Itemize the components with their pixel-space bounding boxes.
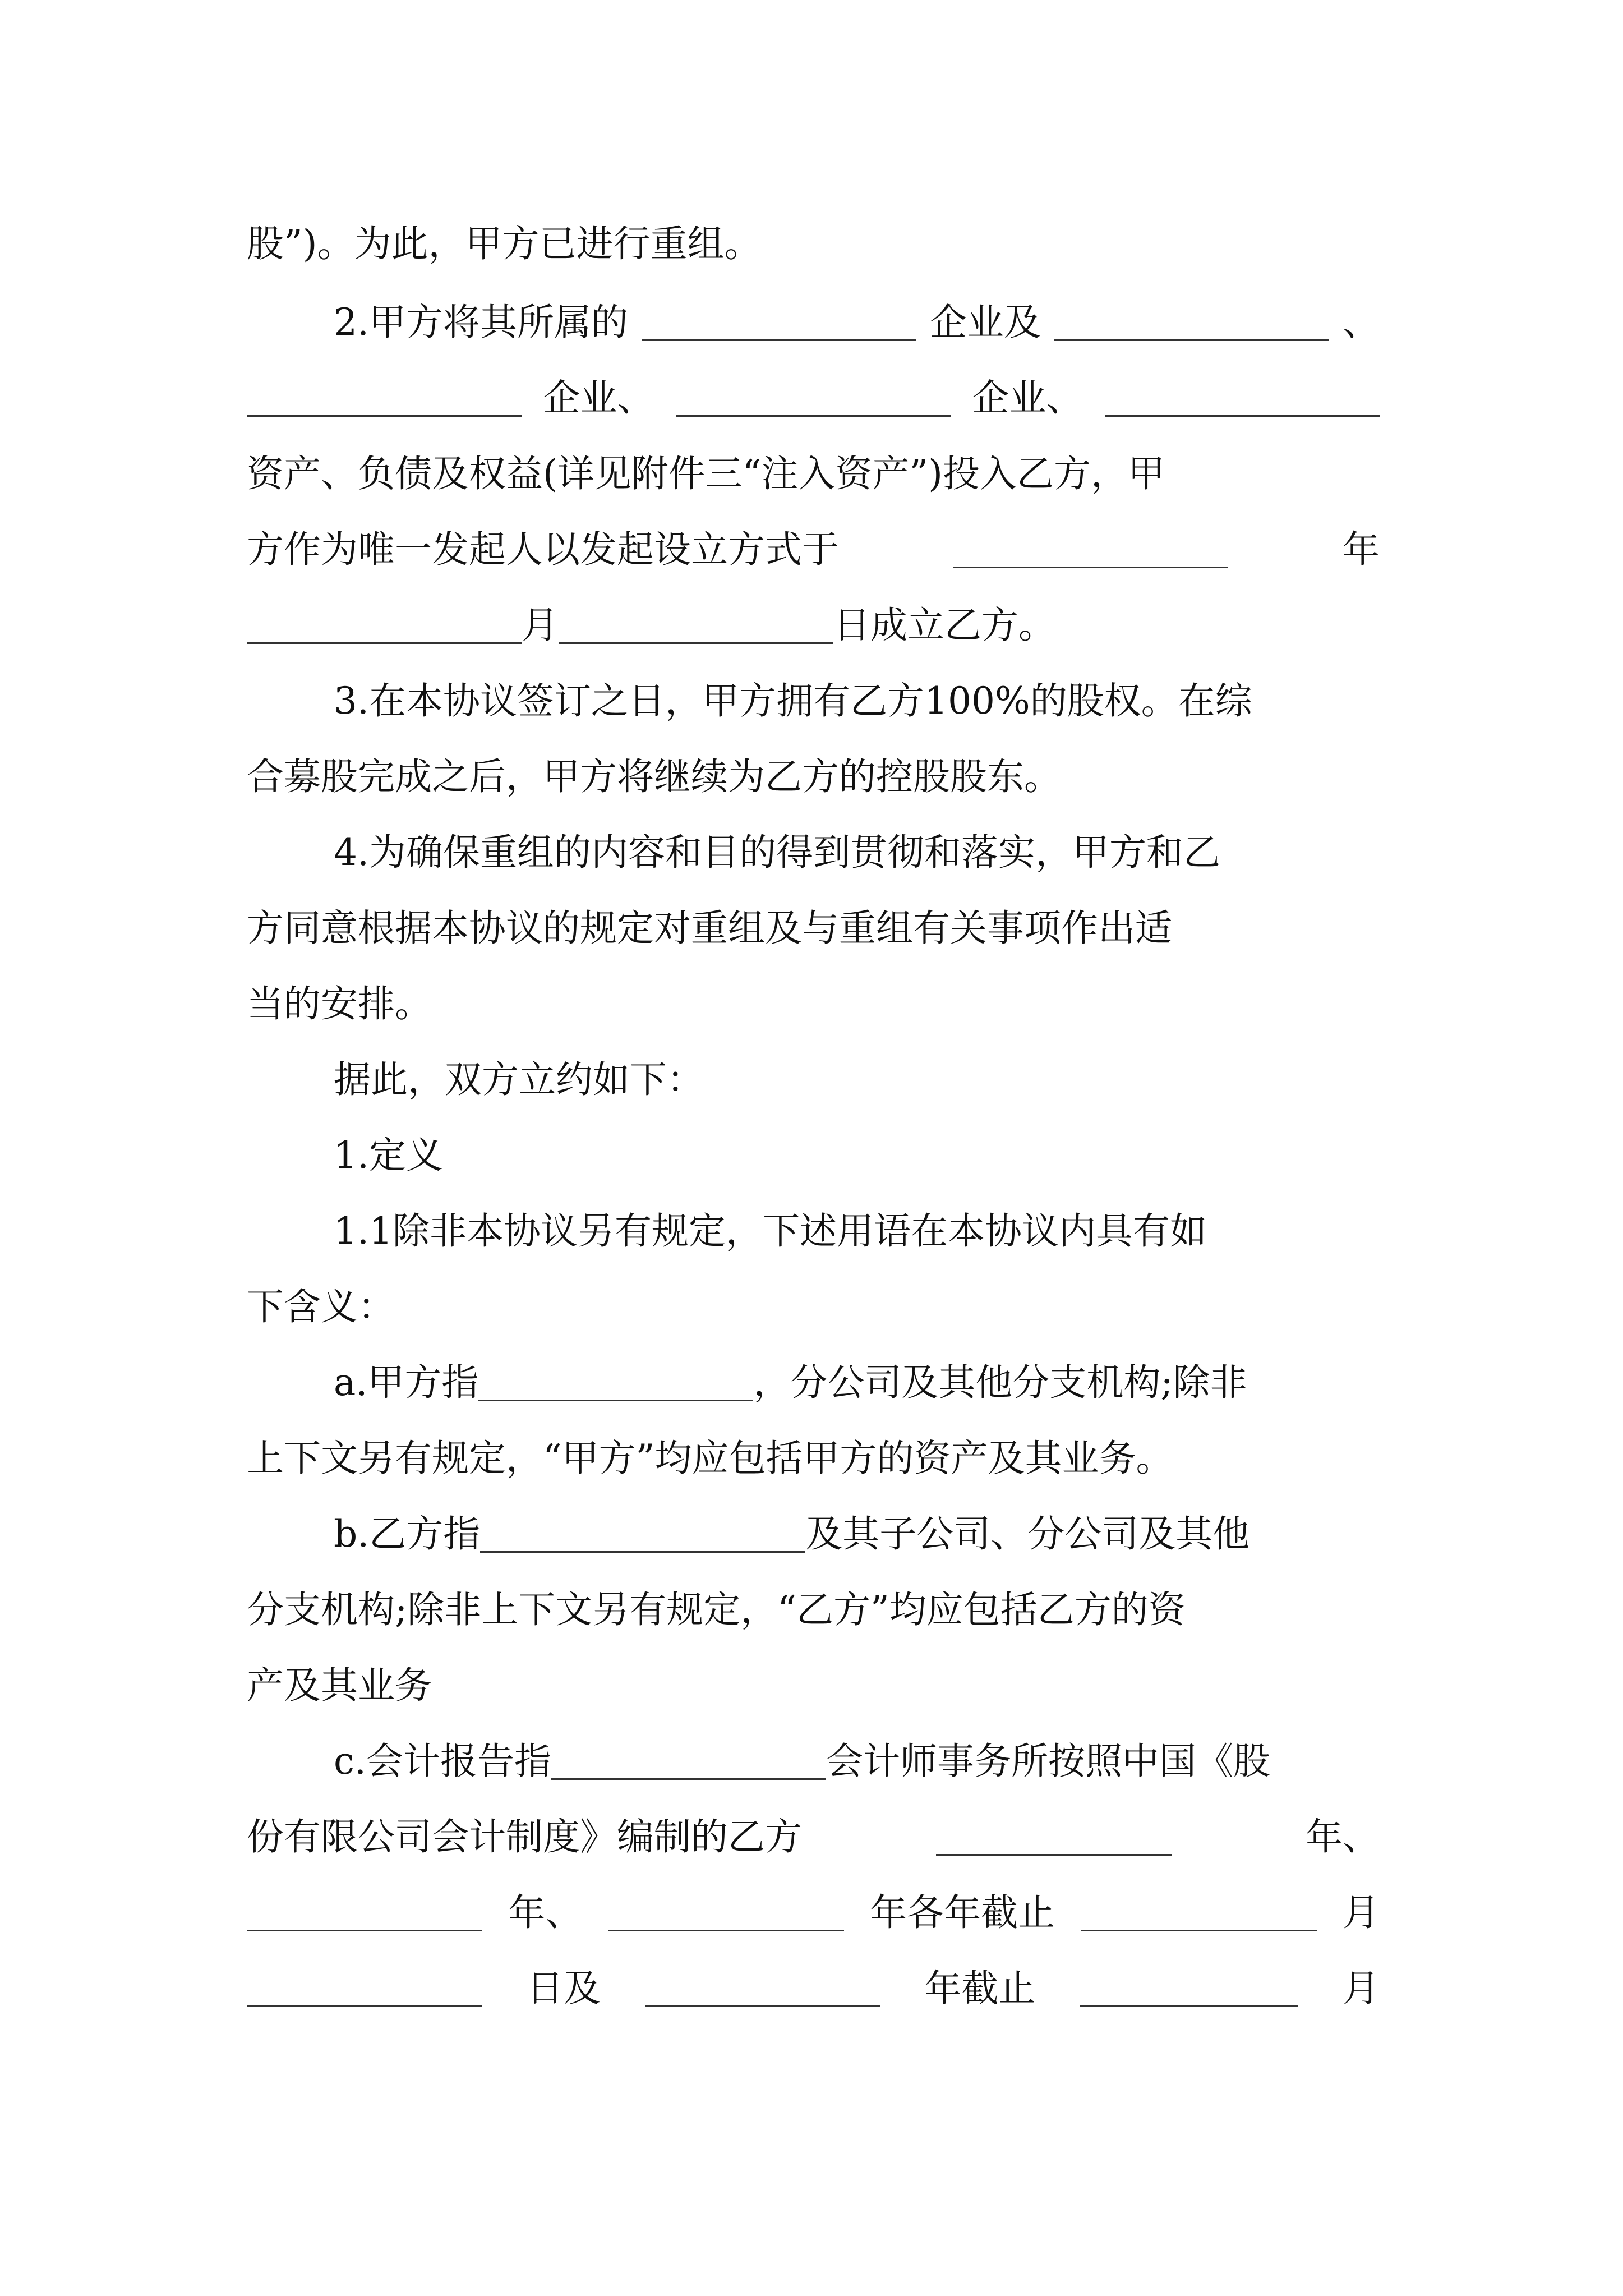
- fill-in-blank[interactable]: [1080, 1971, 1298, 2007]
- text-run: 企业及: [929, 301, 1041, 344]
- text-line: [247, 746, 1380, 808]
- text-run: 、: [1342, 301, 1380, 344]
- text-line: [334, 1049, 1380, 1111]
- text-line: [334, 292, 1380, 353]
- text-run: 及其子公司、分公司及其他: [805, 1512, 1250, 1556]
- text-run: 月: [522, 604, 559, 647]
- text-run: 企业、: [543, 376, 654, 420]
- fill-in-blank[interactable]: [953, 532, 1228, 568]
- text-run: 月: [1342, 1891, 1380, 1934]
- fill-in-blank[interactable]: [1081, 1895, 1317, 1931]
- text-run: 产及其业务: [247, 1664, 432, 1707]
- text-run: a.甲方指: [334, 1361, 479, 1404]
- text-line: [247, 213, 1380, 275]
- text-run: 合募股完成之后，甲方将继续为乙方的控股股东。: [247, 755, 1061, 798]
- text-line: [247, 1276, 1380, 1338]
- text-line: [334, 1200, 1380, 1262]
- fill-in-blank[interactable]: [559, 608, 833, 644]
- text-run: 年、: [1306, 1815, 1380, 1858]
- text-run: 3.在本协议签订之日，甲方拥有乙方100%的股权。在综: [334, 679, 1252, 723]
- text-run: 方作为唯一发起人以发起设立方式于: [247, 528, 839, 571]
- text-line: [334, 822, 1380, 884]
- fill-in-blank[interactable]: [480, 1516, 805, 1553]
- fill-in-blank[interactable]: [676, 380, 951, 417]
- fill-in-blank[interactable]: [247, 1895, 482, 1931]
- text-run: 会计师事务所按照中国《股: [826, 1740, 1270, 1783]
- text-run: c.会计报告指: [334, 1740, 551, 1783]
- text-run: 1.定义: [334, 1134, 443, 1177]
- text-line: [247, 1806, 1380, 1868]
- fill-in-blank[interactable]: [642, 305, 916, 341]
- text-line: [247, 1655, 1380, 1717]
- text-run: 年截止: [924, 1967, 1036, 2010]
- text-run: 4.为确保重组的内容和目的得到贯彻和落实，甲方和乙: [334, 831, 1220, 874]
- text-run: 年: [1343, 528, 1380, 571]
- text-line: [247, 443, 1380, 505]
- text-line: [247, 1882, 1380, 1944]
- text-run: 份有限公司会计制度》编制的乙方: [247, 1815, 802, 1858]
- text-line: [334, 1352, 1380, 1414]
- fill-in-blank[interactable]: [247, 1971, 482, 2007]
- text-line: [247, 367, 1380, 429]
- text-run: 1.1除非本协议另有规定，下述用语在本协议内具有如: [334, 1209, 1207, 1253]
- text-run: 分支机构;除非上下文另有规定，“乙方”均应包括乙方的资: [247, 1588, 1186, 1631]
- text-line: [247, 1958, 1380, 2019]
- text-run: 资产、负债及权益(详见附件三“注入资产”)投入乙方，甲: [247, 452, 1165, 495]
- text-run: b.乙方指: [334, 1512, 481, 1556]
- text-line: [247, 898, 1380, 959]
- text-run: 上下文另有规定，“甲方”均应包括甲方的资产及其业务。: [247, 1437, 1173, 1480]
- text-run: 年各年截止: [870, 1891, 1055, 1934]
- text-run: 年、: [508, 1891, 583, 1934]
- text-line: [247, 1579, 1380, 1641]
- fill-in-blank[interactable]: [936, 1819, 1172, 1856]
- fill-in-blank[interactable]: [247, 608, 522, 644]
- fill-in-blank[interactable]: [608, 1895, 844, 1931]
- fill-in-blank[interactable]: [247, 380, 522, 417]
- text-line: [334, 1503, 1380, 1565]
- text-line: [247, 595, 1380, 656]
- text-line: [334, 1731, 1380, 1792]
- fill-in-blank[interactable]: [551, 1743, 826, 1780]
- text-run: 当的安排。: [247, 982, 432, 1025]
- text-line: [247, 973, 1380, 1035]
- text-line: [247, 519, 1380, 581]
- fill-in-blank[interactable]: [478, 1365, 753, 1401]
- text-run: 日成立乙方。: [833, 604, 1055, 647]
- text-run: 日及: [526, 1967, 601, 2010]
- text-run: ，分公司及其他分支机构;除非: [753, 1361, 1247, 1404]
- text-run: 企业、: [972, 376, 1083, 420]
- text-run: 2.甲方将其所属的: [334, 301, 628, 344]
- text-run: 股”)。为此，甲方已进行重组。: [247, 222, 762, 265]
- text-run: 月: [1342, 1967, 1380, 2010]
- text-run: 下含义：: [247, 1285, 395, 1328]
- fill-in-blank[interactable]: [1105, 380, 1380, 417]
- text-run: 方同意根据本协议的规定对重组及与重组有关事项作出适: [247, 907, 1172, 950]
- text-line: [334, 670, 1380, 732]
- fill-in-blank[interactable]: [1054, 305, 1329, 341]
- fill-in-blank[interactable]: [645, 1971, 880, 2007]
- text-line: [247, 1428, 1380, 1489]
- section-heading: [334, 1125, 1380, 1186]
- text-run: 据此，双方立约如下：: [334, 1058, 704, 1101]
